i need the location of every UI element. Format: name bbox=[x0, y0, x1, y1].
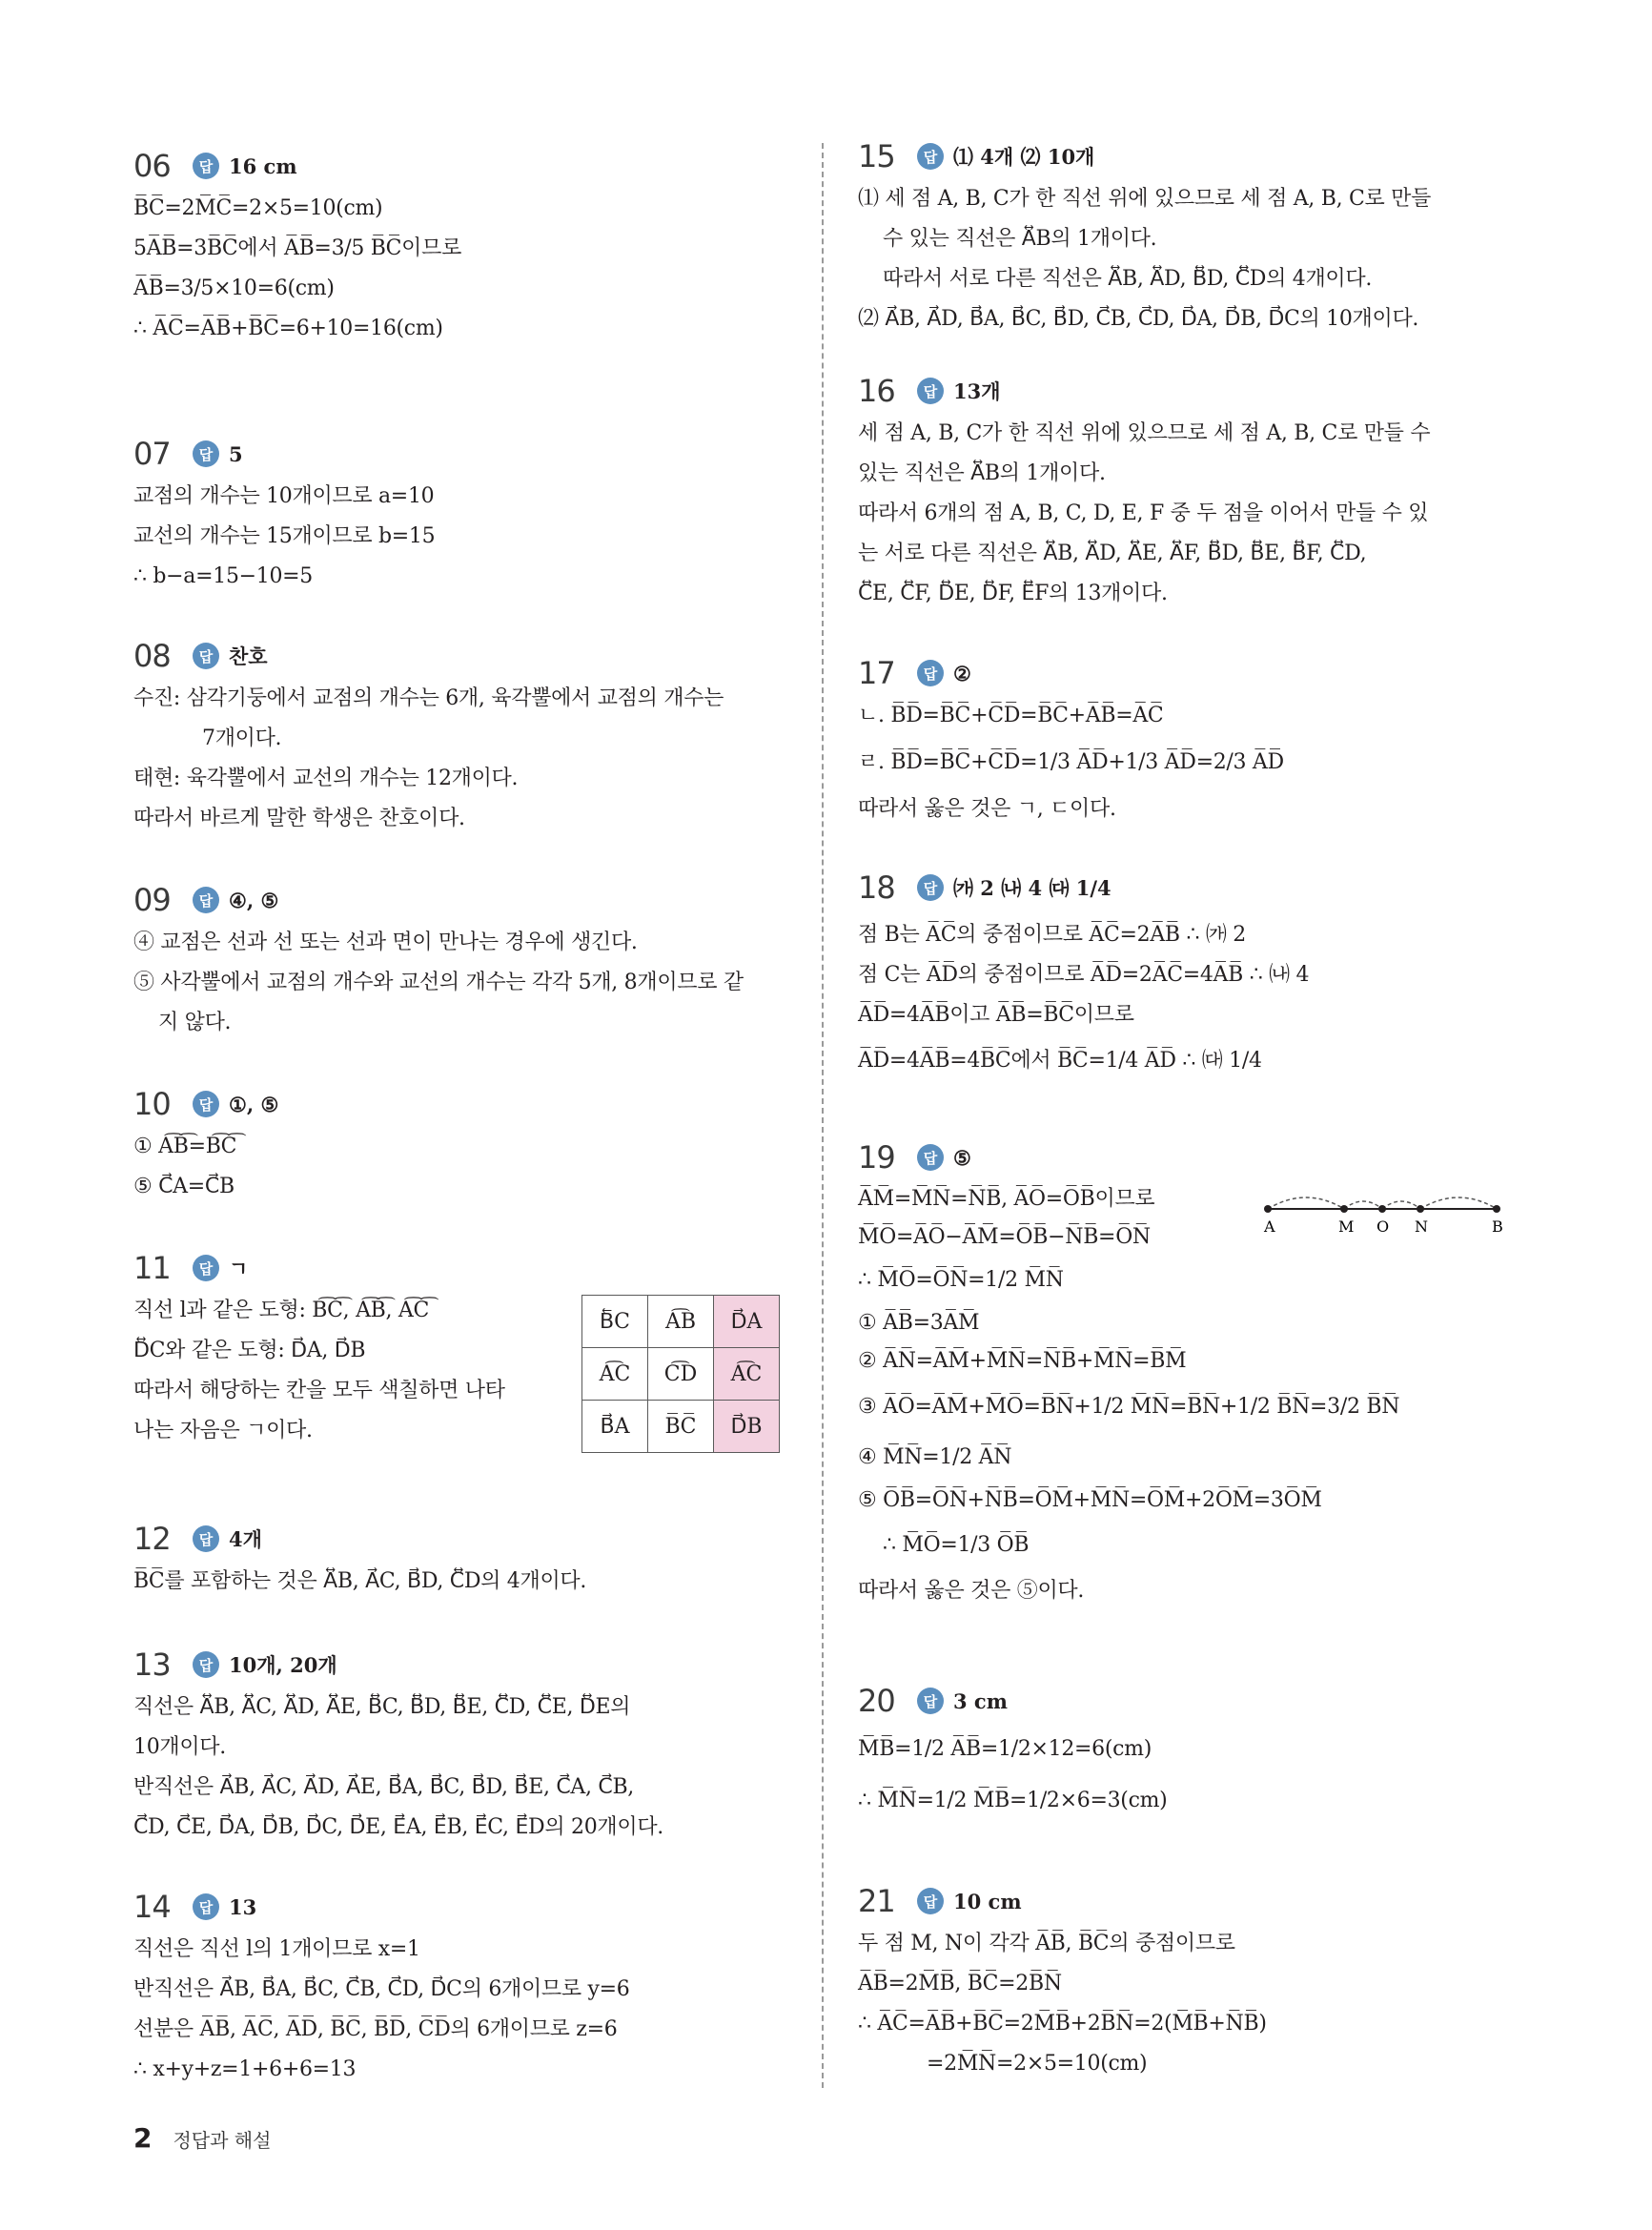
solution-line: 수진: 삼각기둥에서 교점의 개수는 6개, 육각뿔에서 교점의 개수는 bbox=[133, 686, 724, 710]
solution-line: 7개이다. bbox=[202, 726, 282, 750]
label-b: B bbox=[1492, 1217, 1503, 1236]
solution-line: 반직선은 A⃗B, A⃗C, A⃗D, A⃗E, B⃗A, B⃗C, B⃗D, B⃗E, C⃗A, C⃗B, bbox=[133, 1775, 635, 1799]
solution-line: C⃗D, C⃗E, D⃗A, D⃗B, D⃗C, D⃗E, E⃗A, E⃗B, E⃗C, E⃗D의 20개이다. bbox=[133, 1815, 663, 1839]
solution-line: 태현: 육각뿔에서 교선의 개수는 12개이다. bbox=[133, 767, 519, 790]
solution-line: A̅M̅=M̅N̅=N̅B̅, A̅O̅=O̅B̅이므로 bbox=[858, 1187, 1155, 1211]
solution-line: 따라서 옳은 것은 ⑤이다. bbox=[858, 1579, 1085, 1603]
solution-line: 나는 자음은 ㄱ이다. bbox=[133, 1419, 313, 1442]
solution-line: ⑵ A⃗B, A⃗D, B⃗A, B⃗C, B⃗D, C⃗B, C⃗D, D⃗A, D⃗B, D⃗C의 10개이다. bbox=[858, 307, 1419, 331]
solution-line: ① A͡B͡=B͡C͡ bbox=[133, 1135, 237, 1158]
problem-number: 20 bbox=[858, 1683, 895, 1719]
arc-nb bbox=[1420, 1197, 1497, 1209]
page-number: 2 bbox=[133, 2122, 153, 2154]
answer-badge: 답 bbox=[193, 887, 219, 913]
problem-number: 14 bbox=[133, 1889, 171, 1925]
answer: 5 bbox=[229, 441, 243, 466]
problem-number: 16 bbox=[858, 373, 895, 409]
column-divider bbox=[822, 143, 824, 2088]
grid-cell: B⃗A bbox=[582, 1401, 648, 1453]
solution-line: 선분은 A̅B̅, A̅C̅, A̅D̅, B̅C̅, B̅D̅, C̅D̅의 6개이므로 z=6 bbox=[133, 2017, 618, 2041]
answer: ⑤ bbox=[953, 1145, 971, 1170]
problem-number: 12 bbox=[133, 1521, 171, 1557]
solution-line: 10개이다. bbox=[133, 1735, 226, 1759]
solution-line: ② A̅N̅=A̅M̅+M̅N̅=N̅B̅+M̅N̅=B̅M̅ bbox=[858, 1349, 1187, 1373]
point-b bbox=[1493, 1205, 1500, 1213]
solution-line: 따라서 해당하는 칸을 모두 색칠하면 나타 bbox=[133, 1379, 505, 1402]
answer: 4개 bbox=[229, 1527, 262, 1551]
problem-number: 19 bbox=[858, 1139, 895, 1176]
solution-line: ① A̅B̅=3A̅M̅ bbox=[858, 1311, 980, 1335]
answer: 10개, 20개 bbox=[229, 1653, 337, 1677]
answer-badge: 답 bbox=[193, 1091, 219, 1117]
problem-17 bbox=[858, 650, 1516, 829]
label-o: O bbox=[1377, 1217, 1390, 1236]
grid-cell: A͡B bbox=[648, 1296, 714, 1348]
solution-line: A̅D̅=4A̅B̅=4B̅C̅에서 B̅C̅=1/4 A̅D̅ ∴ ㈐ 1/4 bbox=[858, 1049, 1262, 1073]
solution-line: ③ A̅O̅=A̅M̅+M̅O̅=B̅N̅+1/2 M̅N̅=B̅N̅+1/2 B̅N̅=3/2 B̅N̅ bbox=[858, 1395, 1400, 1419]
solution-line: 두 점 M, N이 각각 A̅B̅, B̅C̅의 중점이므로 bbox=[858, 1932, 1235, 1955]
answer-badge: 답 bbox=[193, 1893, 219, 1920]
arc-am bbox=[1268, 1197, 1344, 1209]
answer-badge: 답 bbox=[917, 1144, 944, 1171]
solution-line: A̅D̅=4A̅B̅이고 A̅B̅=B̅C̅이므로 bbox=[858, 1003, 1134, 1027]
problem-21 bbox=[858, 1878, 1516, 2084]
grid-cell-highlight: A͡C bbox=[714, 1348, 780, 1401]
problem-20 bbox=[858, 1678, 1516, 1827]
point-o bbox=[1378, 1205, 1386, 1213]
answer-badge: 답 bbox=[193, 643, 219, 669]
grid-cell: B̅C̅ bbox=[648, 1401, 714, 1453]
problem-number: 10 bbox=[133, 1086, 171, 1122]
problem-09 bbox=[133, 877, 791, 1043]
problem-07 bbox=[133, 431, 791, 597]
line-segment-diagram bbox=[1258, 1182, 1506, 1239]
problem-11 bbox=[133, 1245, 791, 1451]
arc-mn2 bbox=[1382, 1201, 1420, 1209]
problem-15 bbox=[858, 133, 1516, 339]
problem-number: 21 bbox=[858, 1883, 895, 1919]
solution-line: 점 B는 A̅C̅의 중점이므로 A̅C̅=2A̅B̅ ∴ ㈎ 2 bbox=[858, 923, 1246, 947]
problem-number: 13 bbox=[133, 1647, 171, 1683]
point-m bbox=[1340, 1205, 1348, 1213]
answer-badge: 답 bbox=[917, 378, 944, 404]
solution-line: ㄴ. B̅D̅=B̅C̅+C̅D̅=B̅C̅+A̅B̅=A̅C̅ bbox=[858, 704, 1164, 727]
answer: 16 cm bbox=[229, 153, 297, 178]
solution-line: ∴ A̅C̅=A̅B̅+B̅C̅=6+10=16(cm) bbox=[133, 317, 443, 340]
solution-line: 직선 l과 같은 도형: B͡C͡, A͡B͡, A͡C͡ bbox=[133, 1299, 430, 1322]
answer-badge: 답 bbox=[917, 143, 944, 170]
answer: 13 bbox=[229, 1894, 257, 1919]
solution-line: ㄹ. B̅D̅=B̅C̅+C̅D̅=1/3 A̅D̅+1/3 A̅D̅=2/3 A̅D̅ bbox=[858, 750, 1284, 774]
label-a: A bbox=[1264, 1217, 1275, 1236]
answer: ② bbox=[953, 661, 971, 685]
solution-line: 따라서 서로 다른 직선은 A⃡B, A⃡D, B⃡D, C⃡D의 4개이다. bbox=[883, 267, 1373, 291]
solution-line: 직선은 직선 l의 1개이므로 x=1 bbox=[133, 1937, 420, 1961]
grid-cell-highlight: D⃗A bbox=[714, 1296, 780, 1348]
solution-line: ∴ M̅O̅=1/3 O̅B̅ bbox=[883, 1533, 1030, 1557]
label-n: N bbox=[1415, 1217, 1428, 1236]
point-n bbox=[1417, 1205, 1424, 1213]
answer-badge: 답 bbox=[193, 440, 219, 467]
solution-line: =2M̅N̅=2×5=10(cm) bbox=[927, 2052, 1148, 2076]
solution-line: D⃡C와 같은 도형: D⃗A, D⃗B bbox=[133, 1339, 366, 1362]
problem-06 bbox=[133, 143, 791, 349]
problem-14 bbox=[133, 1884, 791, 2090]
answer: ㈎ 2 ㈏ 4 ㈐ 1/4 bbox=[953, 876, 1112, 900]
problem-18 bbox=[858, 860, 1516, 1087]
solution-line: B̅C̅=2M̅C̅=2×5=10(cm) bbox=[133, 196, 383, 220]
answer-badge: 답 bbox=[193, 1525, 219, 1552]
footer-label: 정답과 해설 bbox=[173, 2129, 272, 2152]
answer: 찬호 bbox=[229, 644, 268, 668]
solution-line: ∴ M̅O̅=O̅N̅=1/2 M̅N̅ bbox=[858, 1268, 1064, 1292]
answer-badge: 답 bbox=[193, 1255, 219, 1281]
solution-line: 따라서 바르게 말한 학생은 찬호이다. bbox=[133, 807, 465, 830]
answer: ④, ⑤ bbox=[229, 888, 279, 912]
solution-line: ∴ M̅N̅=1/2 M̅B̅=1/2×6=3(cm) bbox=[858, 1789, 1168, 1812]
solution-line: 교선의 개수는 15개이므로 b=15 bbox=[133, 524, 436, 548]
grid-cell-highlight: D⃗B bbox=[714, 1401, 780, 1453]
grid-cell: A͡C bbox=[582, 1348, 648, 1401]
solution-line: ∴ b−a=15−10=5 bbox=[133, 564, 314, 588]
problem-number: 09 bbox=[133, 882, 171, 918]
solution-line: M̅B̅=1/2 A̅B̅=1/2×12=6(cm) bbox=[858, 1737, 1152, 1761]
solution-line: 5A̅B̅=3B̅C̅에서 A̅B̅=3/5 B̅C̅이므로 bbox=[133, 236, 462, 260]
consonant-grid bbox=[581, 1295, 780, 1453]
problem-08 bbox=[133, 633, 791, 839]
problem-number: 11 bbox=[133, 1250, 171, 1286]
problem-number: 08 bbox=[133, 638, 171, 674]
solution-line: 는 서로 다른 직선은 A⃡B, A⃡D, A⃡E, A⃡F, B⃡D, B⃡E, B⃡F, C⃡D, bbox=[858, 542, 1367, 565]
problem-number: 15 bbox=[858, 138, 895, 174]
problem-16 bbox=[858, 368, 1516, 614]
point-a bbox=[1264, 1205, 1272, 1213]
solution-line: 따라서 6개의 점 A, B, C, D, E, F 중 두 점을 이어서 만들 수 있 bbox=[858, 501, 1429, 525]
solution-line: 지 않다. bbox=[158, 1011, 232, 1034]
grid-cell: C͡D bbox=[648, 1348, 714, 1401]
page-footer bbox=[133, 2122, 271, 2154]
solution-line: 세 점 A, B, C가 한 직선 위에 있으므로 세 점 A, B, C로 만들 수 bbox=[858, 421, 1431, 445]
solution-line: ⑤ 사각뿔에서 교점의 개수와 교선의 개수는 각각 5개, 8개이므로 같 bbox=[133, 971, 744, 994]
problem-number: 18 bbox=[858, 869, 895, 906]
arc-mn1 bbox=[1344, 1201, 1382, 1209]
solution-line: 있는 직선은 A⃡B의 1개이다. bbox=[858, 461, 1106, 485]
answer: 3 cm bbox=[953, 1688, 1008, 1713]
problem-number: 06 bbox=[133, 148, 171, 184]
answer-badge: 답 bbox=[193, 153, 219, 179]
answer-badge: 답 bbox=[917, 874, 944, 901]
problem-19 bbox=[858, 1135, 1516, 1611]
solution-line: 수 있는 직선은 A⃡B의 1개이다. bbox=[883, 227, 1157, 251]
solution-line: 반직선은 A⃗B, B⃗A, B⃗C, C⃗B, C⃗D, D⃗C의 6개이므로 y=6 bbox=[133, 1977, 630, 2001]
solution-line: 교점의 개수는 10개이므로 a=10 bbox=[133, 484, 435, 508]
problem-number: 17 bbox=[858, 655, 895, 691]
answer: 13개 bbox=[953, 379, 1001, 403]
solution-line: ④ 교점은 선과 선 또는 선과 면이 만나는 경우에 생긴다. bbox=[133, 931, 638, 954]
solution-line: 직선은 A⃡B, A⃡C, A⃡D, A⃡E, B⃡C, B⃡D, B⃡E, C⃡D, C⃡E, D⃡E의 bbox=[133, 1695, 631, 1719]
solution-line: 따라서 옳은 것은 ㄱ, ㄷ이다. bbox=[858, 797, 1116, 821]
answer: 10 cm bbox=[953, 1889, 1022, 1913]
solution-line: ∴ A̅C̅=A̅B̅+B̅C̅=2M̅B̅+2B̅N̅=2(M̅B̅+N̅B̅) bbox=[858, 2012, 1267, 2036]
solution-line: A̅B̅=3/5×10=6(cm) bbox=[133, 276, 335, 300]
grid-cell: B⃖C bbox=[582, 1296, 648, 1348]
solution-line: ⑤ O̅B̅=O̅N̅+N̅B̅=O̅M̅+M̅N̅=O̅M̅+2O̅M̅=3O̅M̅ bbox=[858, 1488, 1322, 1512]
label-m: M bbox=[1338, 1217, 1355, 1236]
answer: ㄱ bbox=[229, 1257, 249, 1280]
solution-line: M̅O̅=A̅O̅−A̅M̅=O̅B̅−N̅B̅=O̅N̅ bbox=[858, 1225, 1151, 1249]
answer-badge: 답 bbox=[917, 660, 944, 686]
problem-number: 07 bbox=[133, 436, 171, 472]
problem-12 bbox=[133, 1516, 791, 1602]
solution-line: C⃡E, C⃡F, D⃡E, D⃡F, E⃡F의 13개이다. bbox=[858, 582, 1168, 605]
answer: ①, ⑤ bbox=[229, 1092, 279, 1116]
solution-line: ⑴ 세 점 A, B, C가 한 직선 위에 있으므로 세 점 A, B, C로 만들 bbox=[858, 187, 1432, 211]
answer: ⑴ 4개 ⑵ 10개 bbox=[953, 145, 1095, 169]
solution-line: ∴ x+y+z=1+6+6=13 bbox=[133, 2057, 357, 2081]
solution-line: ⑤ C⃗A=C⃗B bbox=[133, 1175, 235, 1198]
solution-line: A̅B̅=2M̅B̅, B̅C̅=2B̅N̅ bbox=[858, 1972, 1062, 1995]
solution-line: B̅C̅를 포함하는 것은 A⃡B, A⃗C, B⃗D, C⃡D의 4개이다. bbox=[133, 1569, 587, 1593]
answer-badge: 답 bbox=[917, 1888, 944, 1914]
problem-10 bbox=[133, 1081, 791, 1207]
problem-13 bbox=[133, 1642, 791, 1848]
answer-badge: 답 bbox=[917, 1688, 944, 1714]
solution-line: 점 C는 A̅D̅의 중점이므로 A̅D̅=2A̅C̅=4A̅B̅ ∴ ㈏ 4 bbox=[858, 963, 1310, 987]
answer-badge: 답 bbox=[193, 1651, 219, 1678]
solution-line: ④ M̅N̅=1/2 A̅N̅ bbox=[858, 1445, 1012, 1469]
